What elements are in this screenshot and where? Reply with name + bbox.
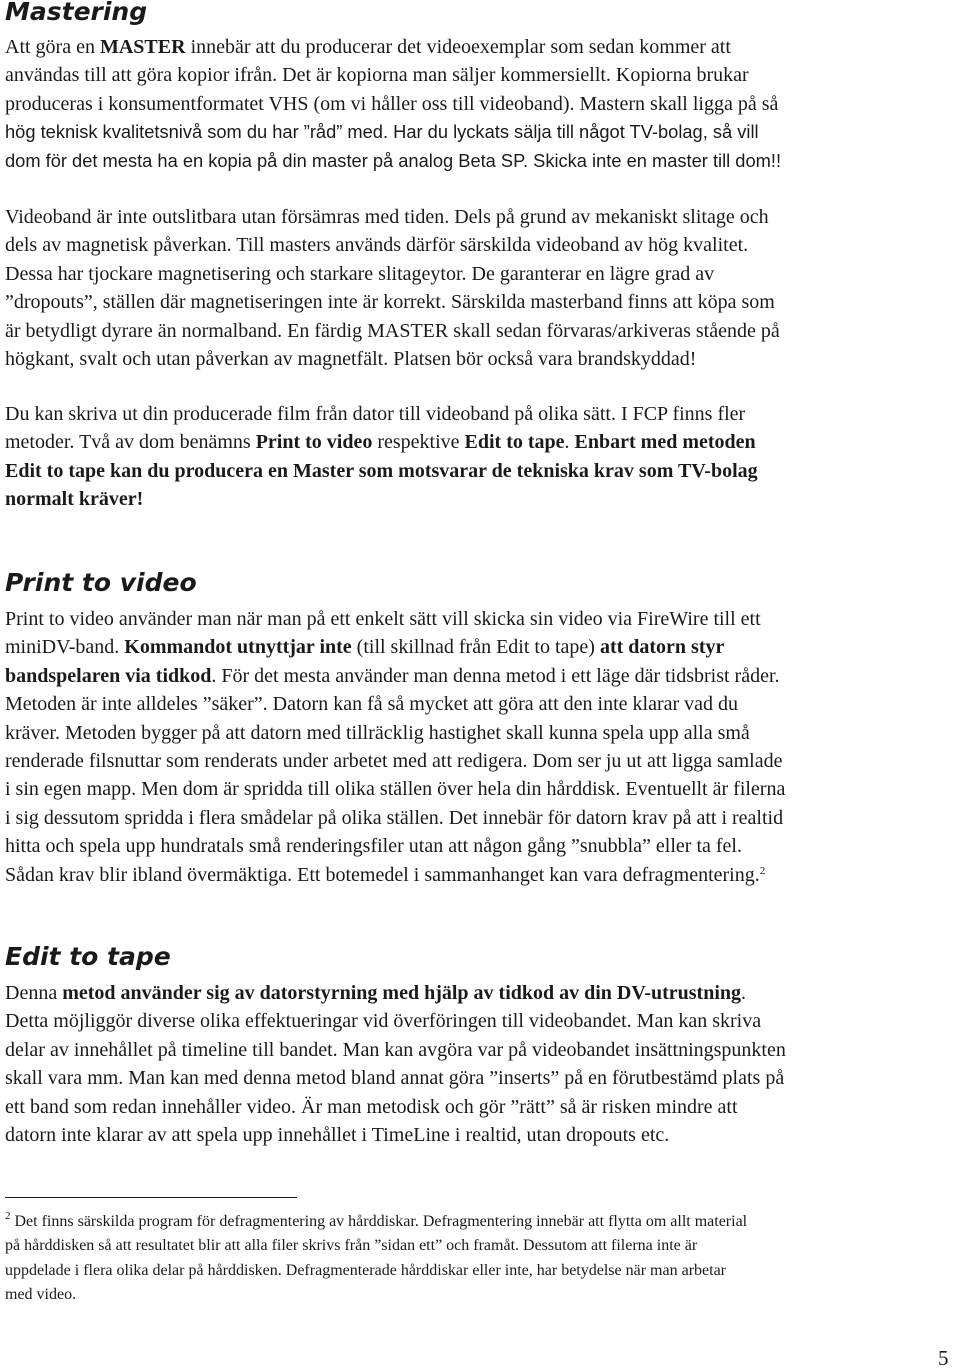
text-line xyxy=(5,203,955,231)
text-run: Print to video använder man när man på ett enkelt sätt vill skicka sin video via FireWire till ett xyxy=(5,608,761,630)
text-run: kräver. Metoden bygger på att datorn med tillräcklig hastighet skall kunna spela upp alla små xyxy=(5,721,750,744)
text-run: dels av magnetisk påverkan. Till masters används därför särskilda videoband av hög kvalitet. xyxy=(5,234,749,257)
text-line xyxy=(5,231,955,259)
text-run: är betydligt dyrare än normalband. En färdig MASTER skall sedan förvaras/arkiveras stående på xyxy=(5,319,780,342)
text-line xyxy=(5,1064,955,1092)
text-run: Dessa har tjockare magnetisering och starkare slitageytor. De garanterar en lägre grad av xyxy=(5,262,715,285)
text-run: . xyxy=(741,982,747,1004)
text-line xyxy=(5,633,955,661)
text-line xyxy=(5,147,955,175)
text-run: Metoden är inte alldeles ”säker”. Datorn kan få så mycket att göra att den inte klarar vad du xyxy=(5,693,739,716)
text-run: hög teknisk kvalitetsnivå som du har ”råd” med. Har du lyckats sälja till något TV-bolag, så vill xyxy=(5,121,759,143)
section-heading-print-to-video: Print to video xyxy=(5,568,197,597)
text-run: i sig dessutom spridda i flera smådelar på olika ställen. Det innebär för datorn krav på att i realtid xyxy=(5,806,784,829)
text-line xyxy=(5,1259,955,1283)
bold-text: Print to video xyxy=(255,431,373,454)
paragraph-edit-to-tape xyxy=(5,979,955,1149)
text-run: Detta möjliggör diverse olika effektueringar vid överföringen till videobandet. Man kan skriva xyxy=(5,1010,762,1033)
footnote-ref: 2 xyxy=(759,864,766,877)
paragraph-mastering-intro xyxy=(5,33,955,175)
text-line xyxy=(5,861,955,889)
text-run: hitta och spela upp hundratals små renderingsfiler utan att någon gång ”snubbla” eller ta fel. xyxy=(5,835,742,858)
text-run: på hårddisken så att resultatet blir att alla filer skrivs från ”sidan ett” och framåt. Dessutom att filerna inte är xyxy=(5,1237,698,1255)
text-line xyxy=(5,775,955,803)
text-line xyxy=(5,288,955,316)
text-run: Att göra en xyxy=(5,36,100,58)
text-run: uppdelade i flera olika delar på hårddisken. Defragmenterade hårddiskar eller inte, har betydelse när man arbetar xyxy=(5,1261,726,1279)
text-run: skall vara mm. Man kan med denna metod bland annat göra ”inserts” på en förutbestämd plats på xyxy=(5,1067,785,1090)
text-run: miniDV-band. xyxy=(5,636,125,659)
text-line xyxy=(5,1283,955,1307)
text-line xyxy=(5,61,955,89)
text-line xyxy=(5,690,955,718)
text-line xyxy=(5,747,955,775)
bold-text: Enbart med metoden xyxy=(574,431,756,454)
text-run: i sin egen mapp. Men dom är spridda till olika ställen över hela din hårddisk. Eventuellt är filerna xyxy=(5,778,786,801)
text-run: respektive xyxy=(372,431,465,454)
footnote xyxy=(5,1210,955,1307)
text-run: . För det mesta använder man denna metod i ett läge där tidsbrist råder. xyxy=(211,664,780,687)
bold-text: metod använder sig av datorstyrning med hjälp av tidkod av din DV-utrustning xyxy=(62,982,742,1004)
text-run: . xyxy=(564,431,575,454)
bold-text: bandspelaren via tidkod xyxy=(5,664,212,687)
text-run: dom för det mesta ha en kopia på din master på analog Beta SP. Skicka inte en master till dom!! xyxy=(5,149,782,171)
text-run: metoder. Två av dom benämns xyxy=(5,431,256,454)
text-line xyxy=(5,118,955,146)
footnote-divider xyxy=(5,1197,297,1198)
text-line xyxy=(5,33,955,61)
text-run: delar av innehållet på timeline till bandet. Man kan avgöra var på videobandet insättningspunkten xyxy=(5,1038,786,1061)
text-run: Videoband är inte outslitbara utan försämras med tiden. Dels på grund av mekaniskt slitage och xyxy=(5,206,769,228)
text-line xyxy=(5,1036,955,1064)
text-line xyxy=(5,804,955,832)
text-line xyxy=(5,1234,955,1258)
text-line xyxy=(5,662,955,690)
text-run: Denna xyxy=(5,982,63,1004)
text-line xyxy=(5,457,955,485)
text-line xyxy=(5,485,955,513)
bold-text: Edit to tape kan du producera en Master som motsvarar de tekniska krav som TV-bolag xyxy=(5,459,758,482)
text-run: renderade filsnuttar som renderats under arbetet med att redigera. Dom ser ju ut att ligga samlade xyxy=(5,750,783,773)
text-run: innebär att du producerar det videoexemplar som sedan kommer att xyxy=(185,36,731,58)
paragraph-videoband xyxy=(5,203,955,373)
text-run: (till skillnad från Edit to tape) xyxy=(351,636,600,659)
text-run: med video. xyxy=(5,1285,77,1303)
section-heading-mastering: Mastering xyxy=(5,0,148,26)
text-run: ”dropouts”, ställen där magnetiseringen inte är korrekt. Särskilda masterband finns att köpa som xyxy=(5,291,775,314)
text-line xyxy=(5,1121,955,1149)
paragraph-output-methods xyxy=(5,400,955,514)
text-line xyxy=(5,979,955,1007)
text-line xyxy=(5,90,955,118)
text-run: högkant, svalt och utan påverkan av magnetfält. Platsen bör också vara brandskyddad! xyxy=(5,348,697,371)
page-number: 5 xyxy=(938,1346,949,1370)
bold-text: att datorn styr xyxy=(599,636,725,659)
paragraph-print-to-video xyxy=(5,605,955,889)
text-line xyxy=(5,317,955,345)
text-line xyxy=(5,400,955,428)
text-line xyxy=(5,260,955,288)
text-line xyxy=(5,1093,955,1121)
text-line xyxy=(5,428,955,456)
text-run: Du kan skriva ut din producerade film från dator till videoband på olika sätt. I FCP finns fler xyxy=(5,403,746,425)
text-run: Sådan krav blir ibland övermäktiga. Ett botemedel i sammanhanget kan vara defragmentering. xyxy=(5,863,760,886)
bold-text: normalt kräver! xyxy=(5,488,144,511)
section-heading-edit-to-tape: Edit to tape xyxy=(5,942,171,971)
text-run: ett band som redan innehåller video. Är man metodisk och gör ”rätt” så är risken mindre att xyxy=(5,1095,738,1118)
text-run: produceras i konsumentformatet VHS (om vi håller oss till videoband). Mastern skall ligga på så xyxy=(5,92,779,115)
text-line xyxy=(5,605,955,633)
text-run: datorn inte klarar av att spela upp innehållet i TimeLine i realtid, utan dropouts etc. xyxy=(5,1124,670,1147)
text-line xyxy=(5,832,955,860)
bold-text: Kommandot utnyttjar inte xyxy=(124,636,352,659)
bold-text: MASTER xyxy=(99,36,186,58)
text-line xyxy=(5,345,955,373)
text-line xyxy=(5,719,955,747)
bold-text: Edit to tape xyxy=(464,431,565,454)
footnote-ref: 2 xyxy=(5,1210,11,1222)
text-line xyxy=(5,1007,955,1035)
text-run: användas till att göra kopior ifrån. Det är kopiorna man säljer kommersiellt. Kopiorna brukar xyxy=(5,64,749,87)
text-line xyxy=(5,1210,955,1234)
text-run: Det finns särskilda program för defragmentering av hårddiskar. Defragmentering innebär att flytta om allt material xyxy=(10,1213,748,1230)
